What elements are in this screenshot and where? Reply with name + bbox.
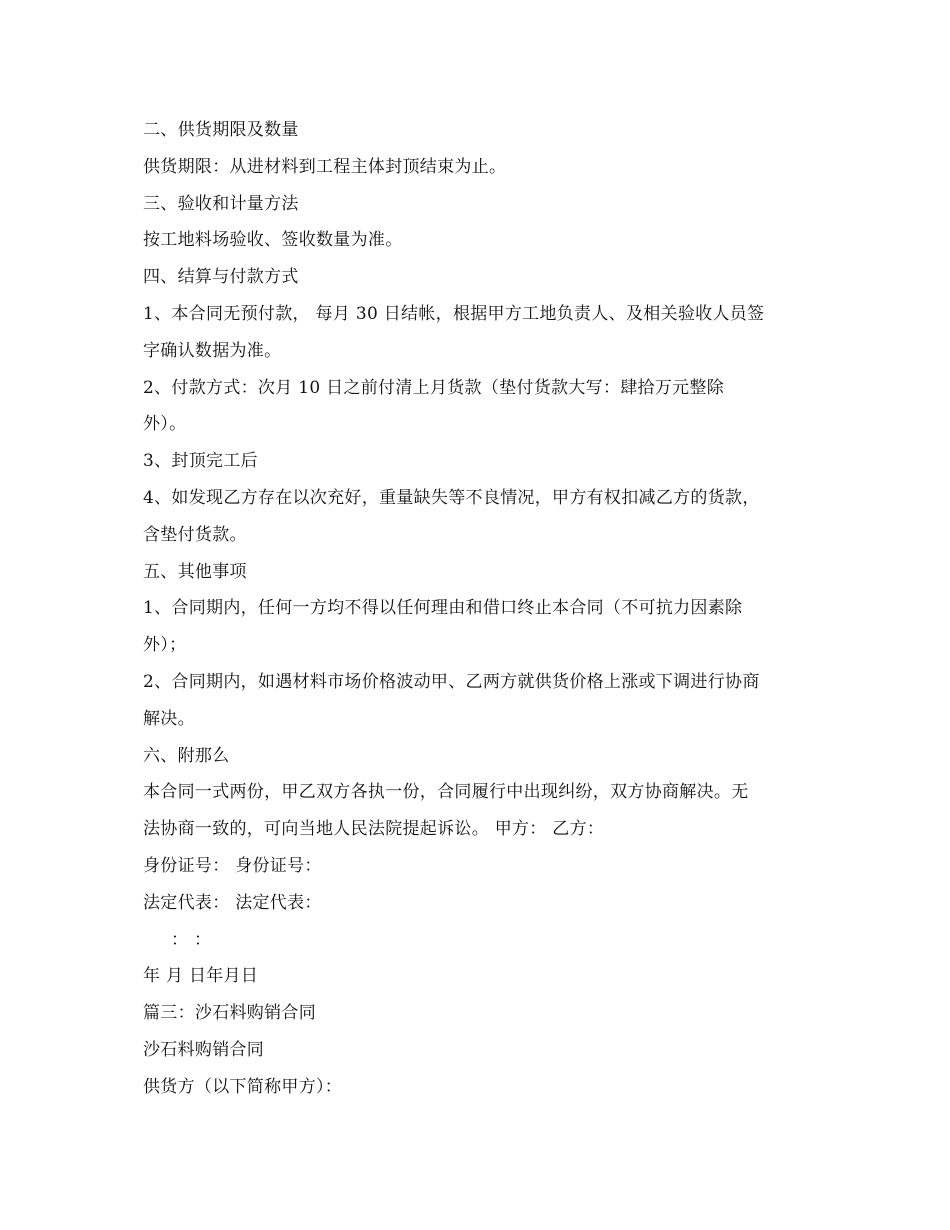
clause-settlement-1: 1、本合同无预付款， 每月 30 日结帐，根据甲方工地负责人、及相关验收人员签 xyxy=(143,303,765,324)
paragraph-copies-cont: 法协商一致的，可向当地人民法院提起诉讼。 甲方： 乙方： xyxy=(143,819,605,840)
clause-settlement-2: 2、付款方式：次月 10 日之前付清上月货款（垫付货款大写：肆拾万元整除 xyxy=(143,377,725,398)
section-heading-settlement: 四、结算与付款方式 xyxy=(143,267,299,288)
paragraph-acceptance: 按工地料场验收、签收数量为准。 xyxy=(143,230,403,251)
chapter-heading-part-three: 篇三：沙石料购销合同 xyxy=(143,1003,316,1024)
clause-settlement-3: 3、封顶完工后 xyxy=(143,451,258,472)
clause-settlement-4: 4、如发现乙方存在以次充好，重量缺失等不良情况，甲方有权扣减乙方的货款， xyxy=(143,487,760,508)
clause-other-1: 1、合同期内，任何一方均不得以任何理由和借口终止本合同（不可抗力因素除 xyxy=(143,598,743,619)
signature-date: 年 月 日年月日 xyxy=(143,966,259,987)
clause-settlement-4-cont: 含垫付货款。 xyxy=(143,524,247,545)
signature-legal-representative: 法定代表： 法定代表： xyxy=(143,892,322,913)
section-heading-acceptance: 三、验收和计量方法 xyxy=(143,193,299,214)
signature-id-number: 身份证号： 身份证号： xyxy=(143,855,322,876)
section-heading-appendix: 六、附那么 xyxy=(143,745,230,766)
signature-blank-colons: ： ： xyxy=(171,929,212,950)
supplier-label: 供货方（以下简称甲方）： xyxy=(143,1076,343,1097)
clause-other-2: 2、合同期内，如遇材料市场价格波动甲、乙两方就供货价格上涨或下调进行协商 xyxy=(143,671,760,692)
section-heading-other-matters: 五、其他事项 xyxy=(143,561,247,582)
clause-settlement-2-cont: 外）。 xyxy=(143,414,187,435)
paragraph-supply-period: 供货期限：从进材料到工程主体封顶结束为止。 xyxy=(143,156,507,177)
section-heading-supply-period: 二、供货期限及数量 xyxy=(143,120,299,140)
paragraph-copies: 本合同一式两份，甲乙双方各执一份，合同履行中出现纠纷，双方协商解决。无 xyxy=(143,782,749,803)
document-body xyxy=(143,112,813,1106)
clause-other-2-cont: 解决。 xyxy=(143,708,195,729)
clause-settlement-1-cont: 字确认数据为准。 xyxy=(143,340,282,361)
clause-other-1-cont: 外）； xyxy=(143,635,187,656)
contract-title: 沙石料购销合同 xyxy=(143,1039,265,1060)
